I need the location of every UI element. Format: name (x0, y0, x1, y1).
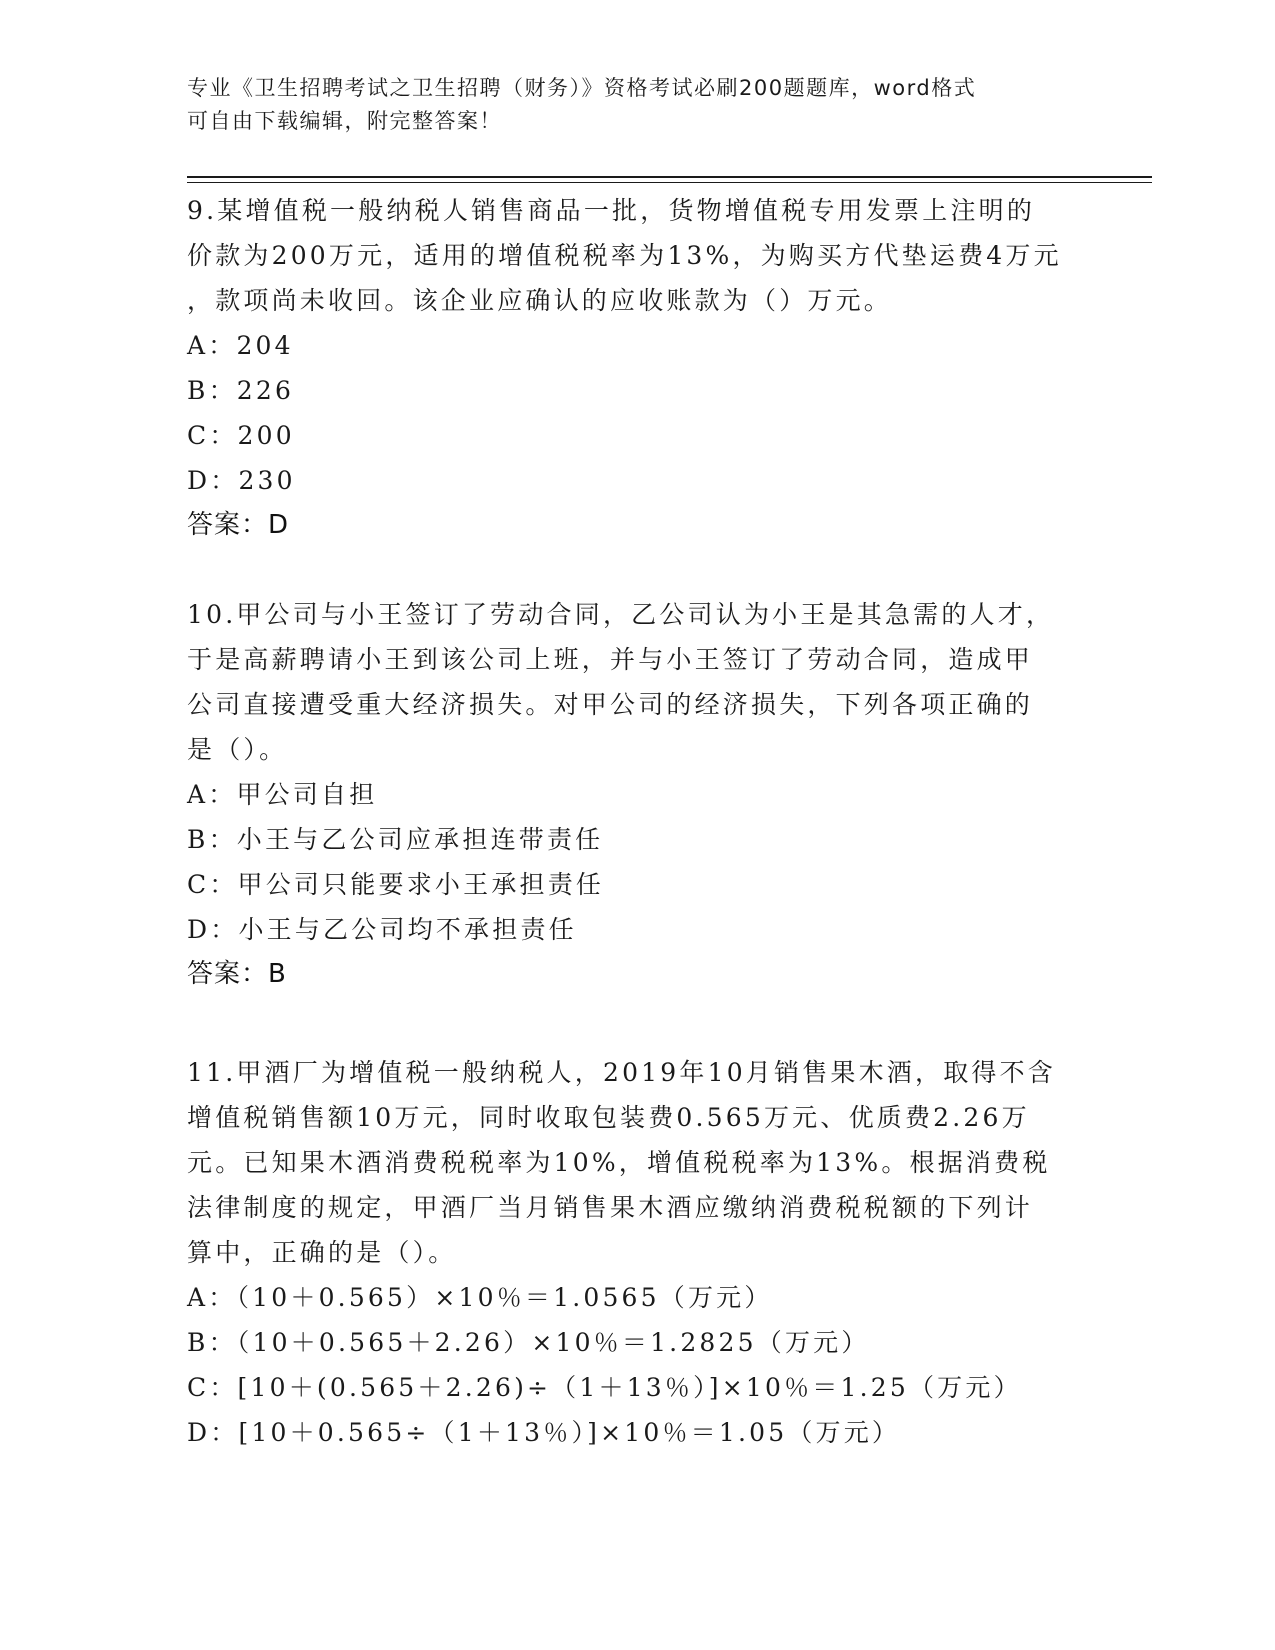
question-9-option-b: B：226 (187, 376, 295, 405)
header-line-1: 专业《卫生招聘考试之卫生招聘（财务）》资格考试必刷200题题库，word格式 (187, 76, 977, 100)
question-9-answer: 答案：D (187, 510, 290, 540)
question-9-stem-line-1: 9.某增值税一般纳税人销售商品一批，货物增值税专用发票上注明的 (187, 196, 1036, 225)
header-divider-thin (187, 182, 1152, 183)
question-9-stem-line-2: 价款为200万元，适用的增值税税率为13%，为购买方代垫运费4万元 (187, 241, 1062, 270)
question-9-option-d: D：230 (187, 466, 296, 495)
header-line-2: 可自由下载编辑，附完整答案！ (187, 109, 502, 133)
question-11-stem-line-4: 法律制度的规定，甲酒厂当月销售果木酒应缴纳消费税税额的下列计 (187, 1193, 1034, 1222)
question-10-stem-line-4: 是（）。 (187, 735, 288, 764)
question-11 (187, 1050, 1087, 1455)
question-10-stem-line-3: 公司直接遭受重大经济损失。对甲公司的经济损失，下列各项正确的 (187, 690, 1034, 719)
question-9 (187, 188, 1087, 548)
document-header (187, 72, 1067, 138)
question-10-stem-line-2: 于是高薪聘请小王到该公司上班，并与小王签订了劳动合同，造成甲 (187, 645, 1034, 674)
question-10 (187, 592, 1087, 997)
question-10-answer: 答案：B (187, 959, 287, 989)
question-11-stem-line-5: 算中，正确的是（）。 (187, 1238, 457, 1267)
question-11-option-c: C：[10＋(0.565＋2.26)÷（1＋13％）]×10％＝1.25（万元） (187, 1373, 1022, 1402)
question-11-stem-line-3: 元。已知果木酒消费税税率为10%，增值税税率为13%。根据消费税 (187, 1148, 1051, 1177)
question-11-stem-line-1: 11.甲酒厂为增值税一般纳税人，2019年10月销售果木酒，取得不含 (187, 1058, 1056, 1087)
question-11-option-a: A：（10＋0.565）×10％＝1.0565（万元） (187, 1283, 773, 1312)
question-10-stem-line-1: 10.甲公司与小王签订了劳动合同，乙公司认为小王是其急需的人才， (187, 600, 1055, 629)
question-9-option-a: A：204 (187, 331, 294, 360)
question-10-option-c: C：甲公司只能要求小王承担责任 (187, 870, 605, 899)
question-10-option-a: A：甲公司自担 (187, 780, 378, 809)
question-11-option-b: B：（10＋0.565＋2.26）×10％＝1.2825（万元） (187, 1328, 870, 1357)
question-10-option-d: D：小王与乙公司均不承担责任 (187, 915, 577, 944)
question-11-option-d: D：[10＋0.565÷（1＋13％）]×10％＝1.05（万元） (187, 1418, 901, 1447)
question-9-stem-line-3: ，款项尚未收回。该企业应确认的应收账款为（）万元。 (187, 286, 893, 315)
header-divider-thick (187, 176, 1152, 178)
question-10-option-b: B：小王与乙公司应承担连带责任 (187, 825, 604, 854)
question-11-stem-line-2: 增值税销售额10万元，同时收取包装费0.565万元、优质费2.26万 (187, 1103, 1030, 1132)
question-9-option-c: C：200 (187, 421, 295, 450)
